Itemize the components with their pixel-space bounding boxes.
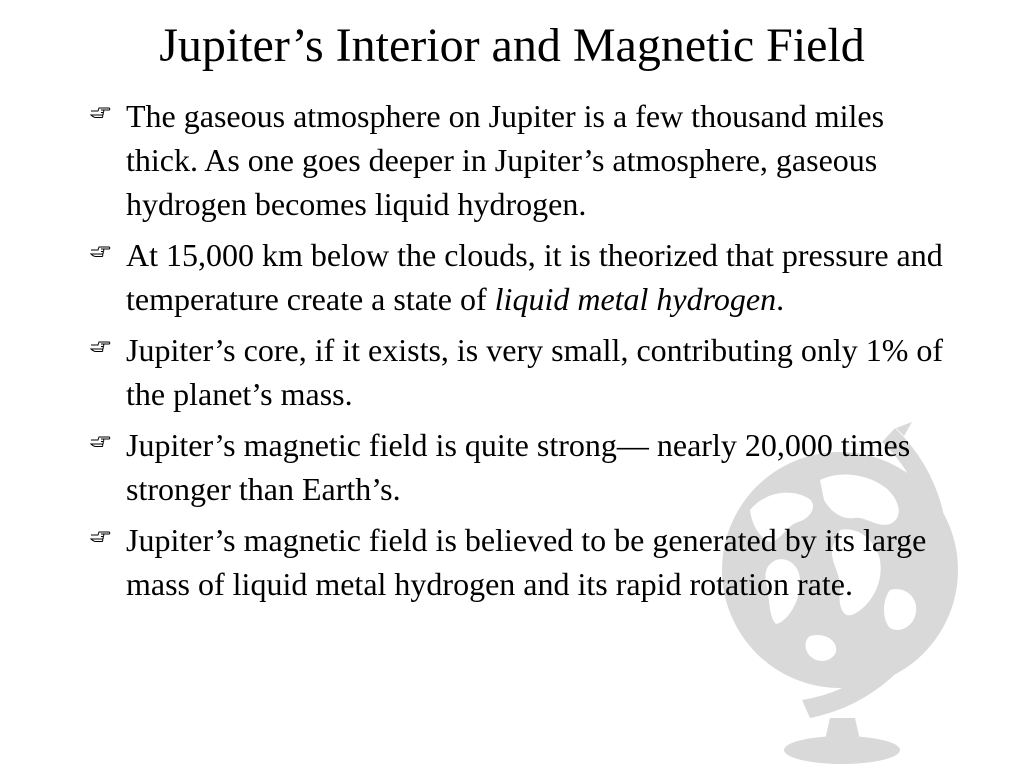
bullet-item bbox=[85, 233, 945, 321]
pointing-hand-icon bbox=[89, 104, 111, 124]
pointing-hand-icon bbox=[89, 338, 111, 358]
bullet-item bbox=[85, 423, 945, 511]
bullet-text: Jupiter’s magnetic field is quite strong— nearly 20,000 times stronger than Earth’s. bbox=[126, 427, 911, 507]
pointing-hand-icon bbox=[89, 528, 111, 548]
slide-title: Jupiter’s Interior and Magnetic Field bbox=[159, 19, 865, 72]
bullet-text: Jupiter’s core, if it exists, is very small, contributing only 1% of the planet’s mass. bbox=[126, 332, 944, 412]
bullet-item bbox=[85, 328, 945, 416]
bullet-text: Jupiter’s magnetic field is believed to be generated by its large mass of liquid metal hydrogen and its rapid rotation rate. bbox=[126, 522, 927, 602]
bullet-text-end: . bbox=[776, 281, 785, 317]
bullet-text-italic: liquid metal hydrogen bbox=[494, 281, 777, 317]
bullet-text: The gaseous atmosphere on Jupiter is a few thousand miles thick. As one goes deeper in Jupiter’s atmosphere, gaseous hydrogen becomes liquid hydrogen. bbox=[126, 98, 885, 222]
bullet-item bbox=[85, 94, 945, 226]
pointing-hand-icon bbox=[89, 433, 111, 453]
pointing-hand-icon bbox=[89, 243, 111, 263]
bullet-item bbox=[85, 518, 945, 606]
bullet-list bbox=[85, 94, 945, 613]
bullet-text: At 15,000 km below the clouds, it is theorized that pressure and temperature create a state of bbox=[126, 237, 943, 317]
